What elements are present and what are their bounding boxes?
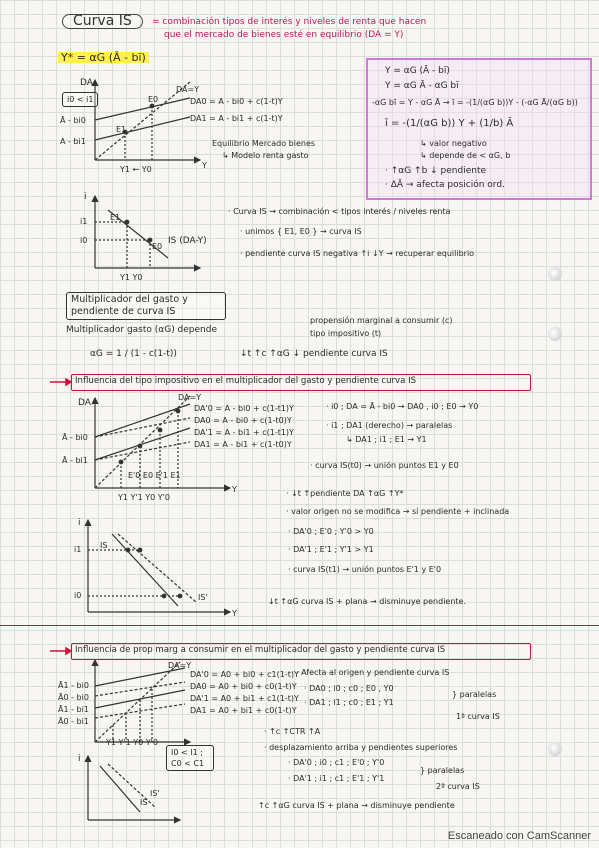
prop-note-8: ↑c ↑αG curva IS + plana → disminuye pendiente [258, 801, 455, 810]
multiplier-formula: αG = 1 / (1 - c(1-t)) [90, 349, 177, 359]
tax-note-4: · curva IS(t0) → unión puntos E1 y E0 [310, 461, 459, 470]
prop-line-b: DA0 = A0 + bi0 + c0(1-t)Y [190, 682, 297, 691]
prop-da-eq-y: DA=Y [168, 661, 192, 670]
g1-x-label: Y [202, 161, 207, 170]
g1-tick-2: A - bi1 [60, 137, 86, 146]
g2-note-2: · unimos { E1, E0 } → curva IS [240, 227, 362, 236]
g2-point-0: E0 [152, 242, 163, 251]
g2-note-3: · pendiente curva IS negativa ↑i ↓Y → recuperar equilibrio [240, 249, 475, 258]
prop-g2-is: IS [140, 798, 148, 807]
g1-note: i0 < i1 [62, 92, 98, 107]
g1-point-1: E1 [116, 125, 127, 134]
tax-tick-2: Ā - bi1 [62, 456, 88, 465]
derivation-l4: ī = -(1/(αG b)) Y + (1/b) Ā [385, 118, 514, 129]
tax-note-8: · DA'1 ; E'1 ; Y'1 > Y1 [288, 545, 374, 554]
g2-tick-i1: i1 [80, 217, 88, 226]
prop-x-ticks: Y1 Y'1 Y0 Y'0 [106, 738, 158, 747]
prop-note-7c: 2ª curva IS [436, 782, 480, 791]
prop-tick-2: Ā1 - bi1 [58, 705, 89, 714]
section-arrows [50, 379, 71, 654]
tax-line-b: DA0 = A - bi0 + c(1-t0)Y [194, 416, 292, 425]
graph-5-prop-da [95, 660, 190, 742]
tax-section-title: Influencia del tipo impositivo en el multiplicador del gasto y pendiente curva IS [75, 376, 417, 386]
derivation-l1: Y = αG (Ā - bī) [385, 66, 450, 76]
definition-line-1: = combinación tipos de interés y niveles de renta que hacen [152, 17, 427, 27]
graph-4-tax-is [88, 520, 230, 612]
definition-line-2: que el mercado de bienes esté en equilibrio (DA = Y) [164, 30, 404, 40]
tax-note-6: · valor origen no se modifica → sí pendiente + inclinada [286, 507, 510, 516]
tax-g2-i0: i0 [74, 591, 82, 600]
prop-note-2: · DA0 ; i0 ; c0 ; E0 , Y0 [304, 684, 394, 693]
g2-i-label: i [84, 192, 87, 202]
derivation-l7: · ↑αG ↑b ↓ pendiente [385, 166, 487, 176]
prop-note-7: · DA'1 ; i1 ; c1 ; E'1 ; Y'1 [288, 774, 385, 783]
g2-x-ticks: Y1 Y0 [120, 273, 143, 282]
g2-tick-i0: i0 [80, 236, 88, 245]
tax-g2-is: IS [100, 541, 108, 550]
derivation-l8: · ΔĀ → afecta posición ord. [385, 180, 505, 190]
tax-g2-is2: IS' [198, 593, 208, 602]
derivation-l5: ↳ valor negativo [420, 139, 487, 148]
tax-x-label: Y [232, 485, 237, 494]
g1-tick-1: Ā - bi0 [60, 116, 86, 125]
page-title: Curva IS [62, 14, 143, 29]
prop-note-4: · ↑c ↑CTR ↑A [264, 727, 321, 736]
g1-note-eq2: ↳ Modelo renta gasto [222, 151, 309, 160]
prop-line-c: DA'1 = A0 + bi1 + c1(1-t)Y [190, 694, 299, 703]
tax-da-eq-y: DA=Y [178, 393, 202, 402]
graph-2-is-curve [95, 196, 200, 268]
g1-x-ticks: Y1 ← Y0 [120, 165, 152, 174]
is-formula: Y* = αG (Ā - bī) [58, 52, 149, 63]
tax-g2-y: Y [232, 609, 237, 618]
multiplier-l1b: tipo impositivo (t) [310, 329, 382, 338]
prop-section-title: Influencia de prop marg a consumir en el multiplicador del gasto y pendiente curva IS [75, 645, 446, 655]
tax-note-1: · i0 ; DA = Ā - bi0 → DA0 , i0 ; E0 → Y0 [326, 402, 479, 411]
g1-point-0: E0 [148, 95, 159, 104]
prop-tick-1: Ā0 - bi0 [58, 693, 89, 702]
g1-da-eq-y: DA=Y [176, 85, 200, 94]
scanner-watermark: Escaneado con CamScanner [447, 830, 591, 842]
tax-x-ticks: Y1 Y'1 Y0 Y'0 [118, 493, 170, 502]
multiplier-effect: ↓t ↑c ↑αG ↓ pendiente curva IS [240, 349, 388, 359]
g1-note-eq: Equilibrio Mercado bienes [212, 139, 316, 148]
prop-note-6: · DA'0 ; i0 ; c1 ; E'0 ; Y'0 [288, 758, 385, 767]
tax-note-7: · DA'0 ; E'0 ; Y'0 > Y0 [288, 527, 374, 536]
multiplier-l1: Multiplicador gasto (αG) depende [66, 325, 218, 335]
prop-line-d: DA1 = A0 + bi1 + c0(1-t)Y [190, 706, 297, 715]
tax-note-3: ↳ DA1 ; i1 ; E1 → Y1 [346, 435, 427, 444]
prop-note-1: · Afecta al origen y pendiente curva IS [296, 668, 450, 677]
g1-da-label: DA [80, 78, 93, 88]
prop-note: I0 < I1 ; C0 < C1 [166, 745, 214, 771]
tax-note-2: · i1 ; DA1 (derecho) → paralelas [326, 421, 453, 430]
tax-da-label: DA [78, 398, 91, 408]
prop-note-3: · DA1 ; i1 ; c0 ; E1 ; Y1 [304, 698, 394, 707]
prop-note-3b: } paralelas [452, 690, 497, 699]
prop-note-5: · desplazamiento arriba y pendientes superiores [264, 743, 458, 752]
multiplier-box: Multiplicador del gasto y pendiente de curva IS [66, 292, 226, 320]
tax-line-d: DA1 = A - bi1 + c(1-t0)Y [194, 440, 292, 449]
tax-g2-i: i [78, 518, 81, 528]
tax-points: E'0 E0 E'1 E1 [128, 471, 181, 480]
derivation-l3: -αG bī = Y - αG Ā → ī = -(1/(αG b))Y - (-αG Ā/(αG b)) [372, 98, 578, 107]
prop-g2-i: i [78, 754, 81, 764]
prop-note-3c: 1ª curva IS [456, 712, 500, 721]
g2-curve-label: IS (DA-Y) [168, 236, 207, 246]
tax-note-10: ↓t ↑αG curva IS + plana → disminuye pendiente. [268, 597, 467, 606]
prop-note-7b: } paralelas [420, 766, 465, 775]
prop-tick-3: Ā0 - bi1 [58, 717, 89, 726]
tax-g2-i1: i1 [74, 545, 82, 554]
tax-tick-1: Ā - bi0 [62, 433, 88, 442]
g2-note-1: · Curva IS → combinación < tipos interés / niveles renta [228, 207, 451, 216]
derivation-l2: Y = αG Ā - αG bī [385, 81, 459, 91]
multiplier-l1a: propensión marginal a consumir (c) [310, 316, 453, 325]
prop-g2-is2: IS' [150, 789, 160, 798]
tax-note-9: · curva IS(t1) → unión puntos E'1 y E'0 [288, 565, 442, 574]
tax-line-a: DA'0 = A - bi0 + c(1-t1)Y [194, 404, 294, 413]
g1-line-1: DA1 = A - bi1 + c(1-t)Y [190, 114, 283, 123]
separator-line [0, 625, 599, 626]
derivation-l6: ↳ depende de < αG, b [420, 151, 511, 160]
g1-line-0: DA0 = A - bi0 + c(1-t)Y [190, 97, 283, 106]
g2-point-1: E1 [110, 213, 121, 222]
prop-line-a: DA'0 = A0 + bi0 + c1(1-t)Y [190, 670, 299, 679]
tax-line-c: DA'1 = A - bi1 + c(1-t1)Y [194, 428, 294, 437]
prop-tick-0: Ā1 - bi0 [58, 681, 89, 690]
tax-note-5: · ↓t ↑pendiente DA ↑αG ↑Y* [286, 489, 404, 498]
